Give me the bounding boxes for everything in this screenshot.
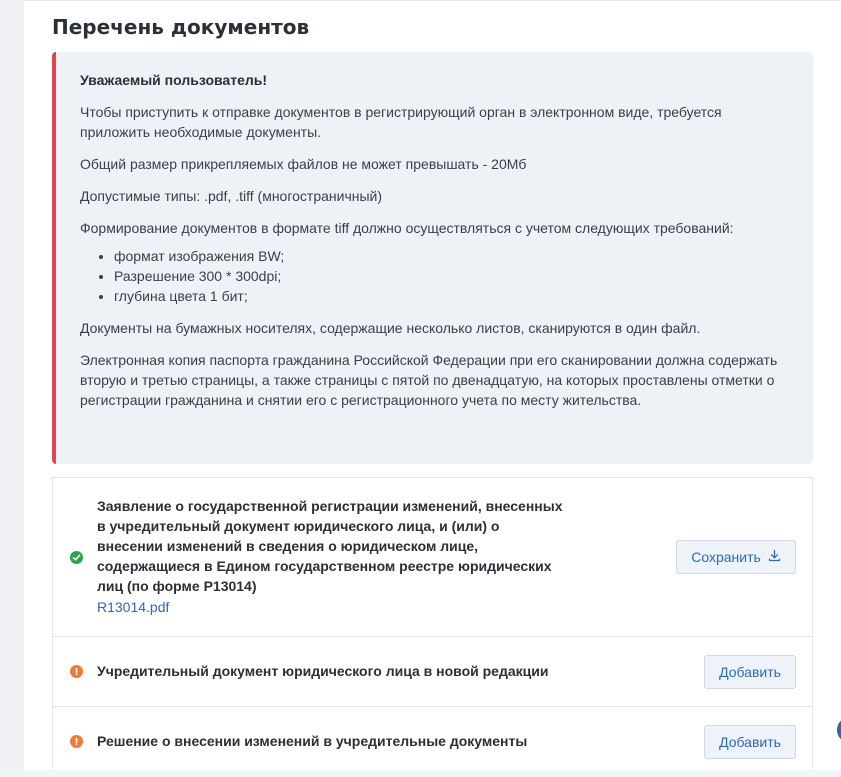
notice-size-limit: Общий размер прикрепляемых файлов не может превышать - 20Мб: [80, 156, 527, 172]
document-title: Учредительный документ юридического лица в новой редакции: [97, 663, 549, 679]
requirement-item: • глубина цвета 1 бит;: [114, 286, 789, 306]
documents-list: [52, 477, 813, 769]
notice-passport: Электронная копия паспорта гражданина Российской Федерации при его сканировании должна содержать вторую и третью страницы, а также страницы с пятой по двенадцатую, на которых проставлены отметки о регистрации гражданина и снятии его с регистрационного учета по месту жительства.: [80, 352, 778, 408]
notice-allowed-types: Допустимые типы: .pdf, .tiff (многостраничный): [80, 188, 383, 204]
document-row: [53, 707, 812, 777]
document-row: [53, 637, 812, 707]
page-title: Перечень документов: [52, 15, 310, 39]
document-title: Заявление о государственной регистрации изменений, внесенных в учредительный документ юридического лица, и (или) о внесении изменений в сведения о юридическом лице, содержащиеся в Едином государственном реестре юридических лиц (по форме Р13014): [97, 498, 563, 594]
download-icon: [768, 549, 781, 565]
notice-multi-page: Документы на бумажных носителях, содержащие несколько листов, сканируются в один файл.: [80, 320, 701, 336]
document-title: Решение о внесении изменений в учредительные документы: [97, 733, 528, 749]
left-sidebar-strip: [0, 0, 24, 769]
notice-greeting: Уважаемый пользователь!: [80, 72, 268, 88]
notice-tiff-requirements: Формирование документов в формате tiff должно осуществляться с учетом следующих требований:: [80, 220, 734, 236]
save-button[interactable]: [676, 540, 796, 574]
notice-intro: Чтобы приступить к отправке документов в регистрирующий орган в электронном виде, требуется приложить необходимые документы.: [80, 104, 722, 140]
check-circle-icon: [70, 551, 83, 564]
add-document-button[interactable]: Добавить: [704, 725, 796, 759]
requirement-item: • Разрешение 300 * 300dpi;: [114, 266, 789, 286]
document-row: [53, 478, 812, 637]
exclamation-circle-icon: [70, 665, 83, 678]
requirement-item: • формат изображения BW;: [114, 246, 789, 266]
requirements-list: [80, 246, 789, 306]
exclamation-circle-icon: [70, 735, 83, 748]
add-document-button[interactable]: Добавить: [704, 655, 796, 689]
save-button-label: Сохранить: [691, 549, 761, 565]
info-notice: [52, 52, 813, 464]
attached-file-link[interactable]: R13014.pdf: [97, 599, 170, 615]
